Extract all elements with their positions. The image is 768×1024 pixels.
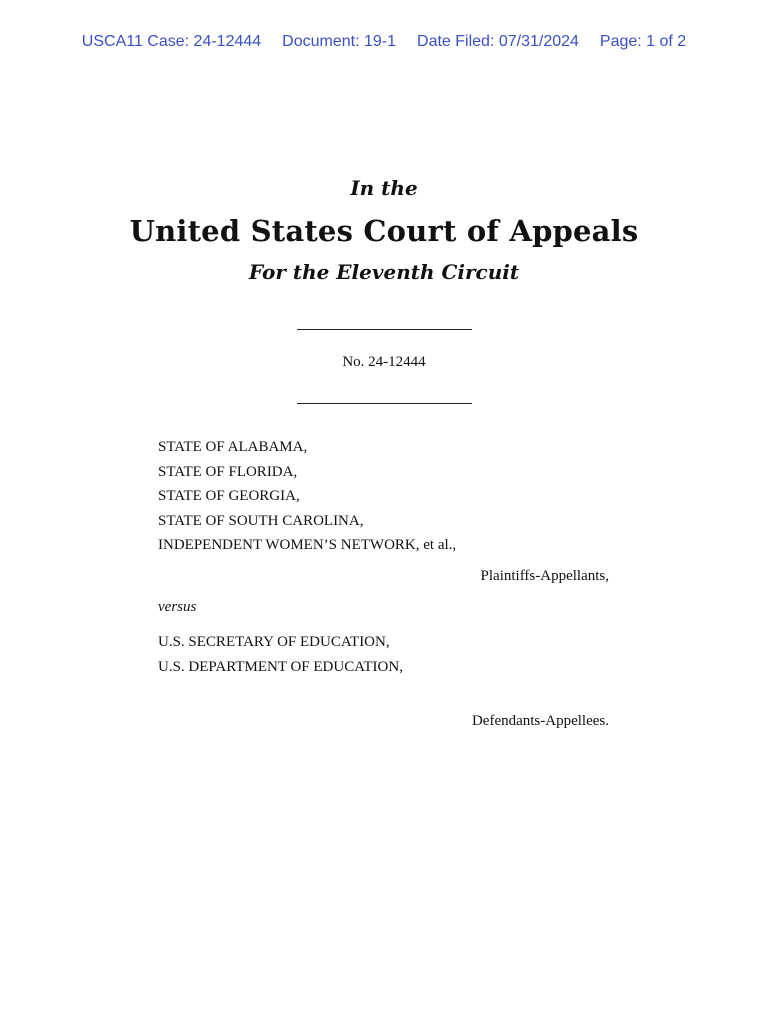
party-line: STATE OF GEORGIA,: [158, 488, 300, 505]
case-number: No. 24-12444: [342, 354, 426, 370]
caption-in-the: In the: [350, 176, 418, 200]
defendants-role: Defendants-Appellees.: [471, 713, 609, 729]
header-document: Document: 19-1: [282, 33, 397, 50]
plaintiffs-role: Plaintiffs-Appellants,: [480, 568, 609, 584]
party-line: STATE OF SOUTH CAROLINA,: [158, 512, 364, 529]
filing-header: [0, 33, 768, 51]
divider-top: [297, 329, 472, 330]
appellants-list: [158, 435, 456, 558]
divider-bottom: [297, 403, 472, 404]
header-date-filed: Date Filed: 07/31/2024: [417, 33, 579, 50]
appellees-list: [158, 630, 403, 679]
versus: versus: [158, 599, 197, 615]
party-line: U.S. DEPARTMENT OF EDUCATION,: [158, 658, 403, 675]
party-line: STATE OF ALABAMA,: [158, 439, 308, 455]
header-page: Page: 1 of 2: [599, 33, 687, 50]
party-line: INDEPENDENT WOMEN’S NETWORK, et al.,: [158, 537, 457, 554]
header-case: USCA11 Case: 24-12444: [81, 33, 262, 50]
party-line: U.S. SECRETARY OF EDUCATION,: [158, 634, 390, 650]
caption-court-name: United States Court of Appeals: [129, 214, 639, 248]
party-line: STATE OF FLORIDA,: [158, 463, 298, 480]
caption-circuit: For the Eleventh Circuit: [248, 260, 520, 284]
